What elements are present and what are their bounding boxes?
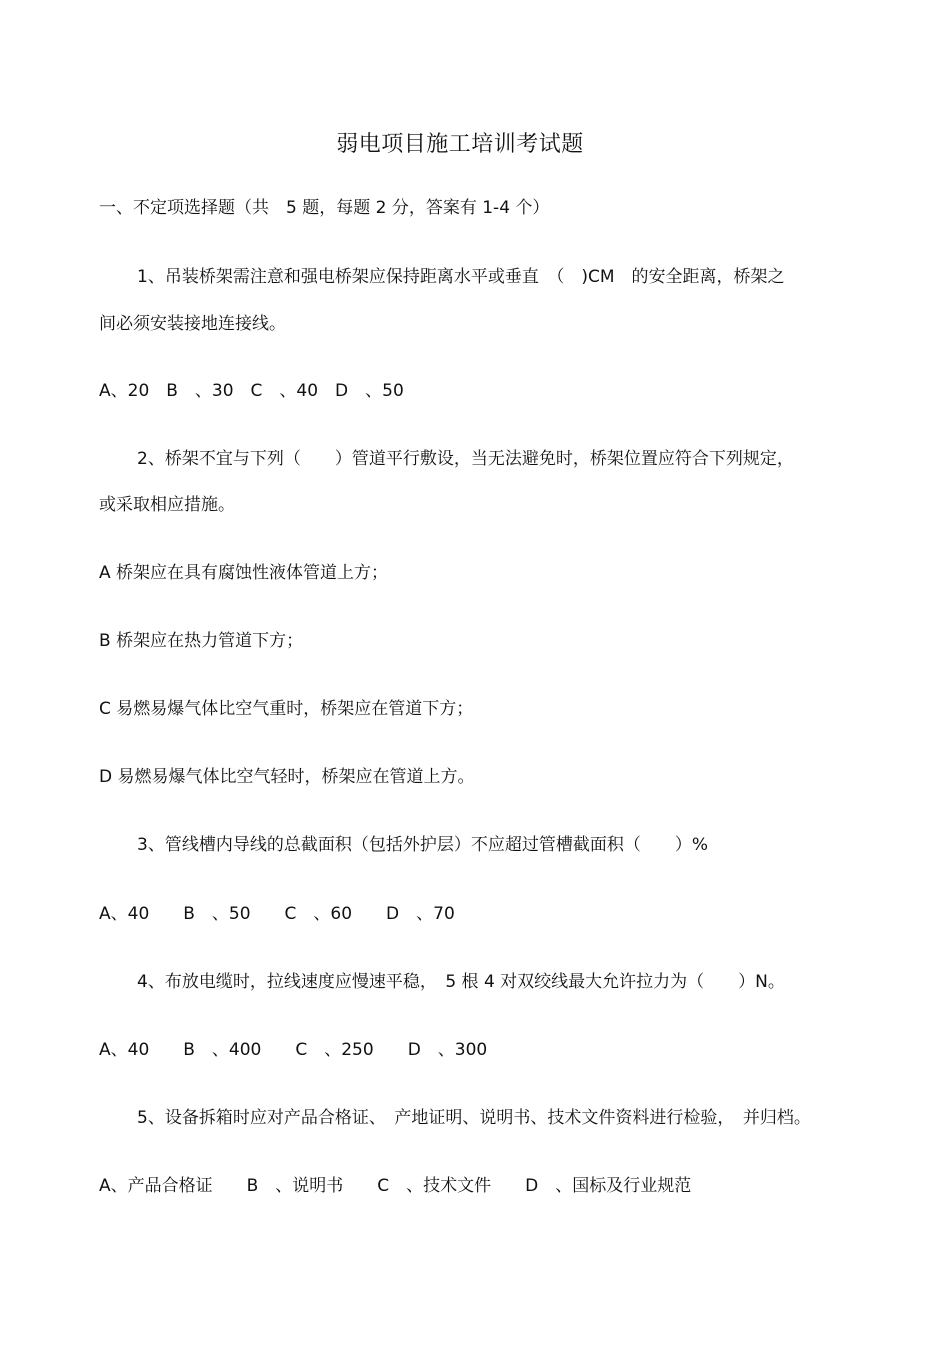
question-1-stem: 1、吊装桥架需注意和强电桥架应保持距离水平或垂直 （ )CM 的安全距离，桥架之 bbox=[137, 267, 785, 287]
question-1-stem-continued: 间必须安装接地连接线。 bbox=[99, 314, 286, 334]
question-5-options: A、产品合格证 B 、说明书 C 、技术文件 D 、国标及行业规范 bbox=[99, 1176, 692, 1196]
question-2-stem: 2、桥架不宜与下列（ ）管道平行敷设，当无法避免时，桥架位置应符合下列规定， bbox=[137, 449, 794, 469]
question-2-option-b: B 桥架应在热力管道下方； bbox=[99, 631, 304, 651]
question-2-option-d: D 易燃易爆气体比空气轻时，桥架应在管道上方。 bbox=[99, 767, 475, 787]
question-2-option-c: C 易燃易爆气体比空气重时，桥架应在管道下方； bbox=[99, 699, 474, 719]
question-4-options: A、40 B 、400 C 、250 D 、300 bbox=[99, 1040, 488, 1060]
question-5-stem: 5、设备拆箱时应对产品合格证、 产地证明、说明书、技术文件资料进行检验， 并归档。 bbox=[137, 1108, 811, 1128]
section-heading: 一、不定项选择题（共 5 题，每题 2 分，答案有 1-4 个） bbox=[99, 198, 550, 218]
question-3-stem: 3、管线槽内导线的总截面积（包括外护层）不应超过管槽截面积（ ）% bbox=[137, 835, 708, 855]
page-title: 弱电项目施工培训考试题 bbox=[336, 132, 584, 157]
question-1-options: A、20 B 、30 C 、40 D 、50 bbox=[99, 381, 404, 401]
question-3-options: A、40 B 、50 C 、60 D 、70 bbox=[99, 904, 455, 924]
question-2-stem-continued: 或采取相应措施。 bbox=[99, 495, 235, 515]
question-2-option-a: A 桥架应在具有腐蚀性液体管道上方； bbox=[99, 563, 389, 583]
question-4-stem: 4、布放电缆时，拉线速度应慢速平稳， 5 根 4 对双绞线最大允许拉力为（ ）N。 bbox=[137, 972, 785, 992]
